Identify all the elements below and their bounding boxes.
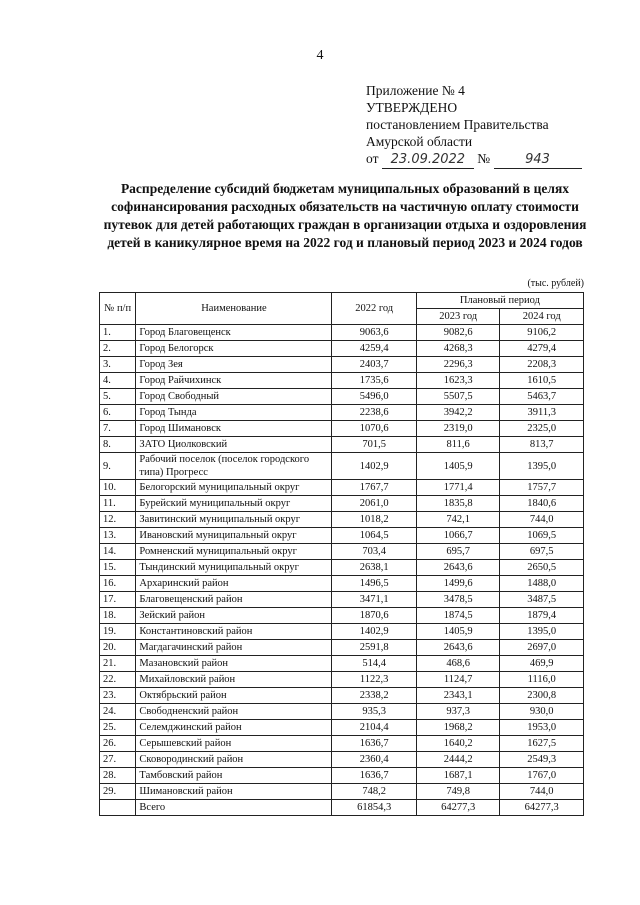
units-label: (тыс. рублей) — [527, 278, 584, 289]
region-name-cell: Город Тында — [136, 405, 332, 421]
page-number: 4 — [316, 48, 324, 63]
value-2024-cell: 1627,5 — [500, 736, 584, 752]
table-row — [100, 624, 584, 640]
row-number-cell: 4. — [100, 373, 136, 389]
value-2024-cell: 5463,7 — [500, 389, 584, 405]
region-name-cell: Завитинский муниципальный округ — [136, 512, 332, 528]
row-number-cell: 3. — [100, 357, 136, 373]
region-name-cell: Благовещенский район — [136, 592, 332, 608]
row-number-cell: 28. — [100, 768, 136, 784]
row-number-cell: 12. — [100, 512, 136, 528]
value-2024-cell: 1953,0 — [500, 720, 584, 736]
value-2024-cell: 2549,3 — [500, 752, 584, 768]
region-name-cell: Белогорский муниципальный округ — [136, 480, 332, 496]
total-row — [100, 800, 584, 816]
value-2024-cell: 744,0 — [500, 512, 584, 528]
region-name-cell: Город Белогорск — [136, 341, 332, 357]
region-name-cell: Город Шимановск — [136, 421, 332, 437]
approval-block — [366, 82, 582, 169]
table-row — [100, 752, 584, 768]
value-2024-cell: 1879,4 — [500, 608, 584, 624]
value-2022-cell: 3471,1 — [332, 592, 416, 608]
table-row — [100, 389, 584, 405]
value-2023-cell: 2296,3 — [416, 357, 500, 373]
value-2023-cell: 9082,6 — [416, 325, 500, 341]
row-number-cell: 20. — [100, 640, 136, 656]
value-2024-cell: 1395,0 — [500, 624, 584, 640]
table-row — [100, 512, 584, 528]
region-name-cell: Ромненский муниципальный округ — [136, 544, 332, 560]
value-2023-cell: 1771,4 — [416, 480, 500, 496]
region-name-cell: Город Благовещенск — [136, 325, 332, 341]
value-2023-cell: 1066,7 — [416, 528, 500, 544]
value-2023-cell: 468,6 — [416, 656, 500, 672]
value-2022-cell: 1402,9 — [332, 624, 416, 640]
row-number-cell: 1. — [100, 325, 136, 341]
value-2023-cell: 1623,3 — [416, 373, 500, 389]
header-name: Наименование — [136, 293, 332, 325]
value-2022-cell: 5496,0 — [332, 389, 416, 405]
region-name-cell: Магдагачинский район — [136, 640, 332, 656]
region-name-cell: Зейский район — [136, 608, 332, 624]
row-number-cell: 23. — [100, 688, 136, 704]
row-number-cell: 7. — [100, 421, 136, 437]
table-row — [100, 640, 584, 656]
table-row — [100, 437, 584, 453]
number-field — [494, 150, 582, 169]
decree-line-2: Амурской области — [366, 134, 473, 149]
value-2023-cell: 1874,5 — [416, 608, 500, 624]
value-2022-cell: 1402,9 — [332, 453, 416, 480]
value-2022-cell: 1636,7 — [332, 736, 416, 752]
subsidies-table — [99, 292, 584, 816]
value-2022-cell: 1636,7 — [332, 768, 416, 784]
value-2022-cell: 61854,3 — [332, 800, 416, 816]
value-2022-cell: 1496,5 — [332, 576, 416, 592]
handwritten-date: 23.09.2022 — [390, 152, 466, 167]
table-row — [100, 736, 584, 752]
table-row — [100, 784, 584, 800]
value-2022-cell: 1122,3 — [332, 672, 416, 688]
value-2024-cell: 3487,5 — [500, 592, 584, 608]
region-name-cell: Серышевский район — [136, 736, 332, 752]
row-number-cell: 5. — [100, 389, 136, 405]
table-row — [100, 373, 584, 389]
row-number-cell: 29. — [100, 784, 136, 800]
approved-label: УТВЕРЖДЕНО — [366, 100, 458, 115]
value-2022-cell: 1735,6 — [332, 373, 416, 389]
value-2024-cell: 4279,4 — [500, 341, 584, 357]
value-2023-cell: 5507,5 — [416, 389, 500, 405]
value-2022-cell: 2061,0 — [332, 496, 416, 512]
table-row — [100, 357, 584, 373]
value-2022-cell: 703,4 — [332, 544, 416, 560]
row-number-cell: 17. — [100, 592, 136, 608]
table-row — [100, 496, 584, 512]
handwritten-number: 943 — [525, 152, 550, 167]
region-name-cell: Михайловский район — [136, 672, 332, 688]
table-row — [100, 341, 584, 357]
table-row — [100, 453, 584, 480]
value-2024-cell: 1488,0 — [500, 576, 584, 592]
value-2022-cell: 2104,4 — [332, 720, 416, 736]
row-number-cell: 18. — [100, 608, 136, 624]
header-2023: 2023 год — [416, 309, 500, 325]
row-number-cell: 27. — [100, 752, 136, 768]
table-row — [100, 421, 584, 437]
region-name-cell: Всего — [136, 800, 332, 816]
value-2024-cell: 1757,7 — [500, 480, 584, 496]
value-2022-cell: 2591,8 — [332, 640, 416, 656]
value-2023-cell: 811,6 — [416, 437, 500, 453]
from-label: от — [366, 151, 379, 166]
value-2024-cell: 9106,2 — [500, 325, 584, 341]
row-number-cell: 24. — [100, 704, 136, 720]
value-2024-cell: 64277,3 — [500, 800, 584, 816]
table-row — [100, 592, 584, 608]
table-row — [100, 720, 584, 736]
row-number-cell: 8. — [100, 437, 136, 453]
value-2024-cell: 469,9 — [500, 656, 584, 672]
row-number-cell — [100, 800, 136, 816]
value-2023-cell: 937,3 — [416, 704, 500, 720]
row-number-cell: 25. — [100, 720, 136, 736]
document-title: Распределение субсидий бюджетам муниципальных образований в целях софинансирования расходных обязательств на частичную оплату стоимости путевок для детей работающих граждан в организации отдыха и оздоровления детей в каникулярное время на 2022 год и плановый период 2023 и 2024 годов — [103, 181, 587, 250]
value-2023-cell: 2643,6 — [416, 640, 500, 656]
appendix-label: Приложение № 4 — [366, 83, 465, 98]
value-2024-cell: 1610,5 — [500, 373, 584, 389]
value-2024-cell: 3911,3 — [500, 405, 584, 421]
value-2022-cell: 2403,7 — [332, 357, 416, 373]
value-2023-cell: 1405,9 — [416, 624, 500, 640]
value-2023-cell: 2643,6 — [416, 560, 500, 576]
row-number-cell: 19. — [100, 624, 136, 640]
value-2023-cell: 749,8 — [416, 784, 500, 800]
row-number-cell: 10. — [100, 480, 136, 496]
region-name-cell: Мазановский район — [136, 656, 332, 672]
row-number-cell: 15. — [100, 560, 136, 576]
table-row — [100, 688, 584, 704]
row-number-cell: 2. — [100, 341, 136, 357]
value-2022-cell: 1767,7 — [332, 480, 416, 496]
value-2022-cell: 4259,4 — [332, 341, 416, 357]
value-2022-cell: 1064,5 — [332, 528, 416, 544]
region-name-cell: Рабочий поселок (поселок городского типа) Прогресс — [136, 453, 332, 480]
table-row — [100, 560, 584, 576]
value-2023-cell: 742,1 — [416, 512, 500, 528]
table-row — [100, 672, 584, 688]
value-2023-cell: 695,7 — [416, 544, 500, 560]
value-2024-cell: 1069,5 — [500, 528, 584, 544]
value-2024-cell: 2325,0 — [500, 421, 584, 437]
value-2024-cell: 1116,0 — [500, 672, 584, 688]
value-2022-cell: 748,2 — [332, 784, 416, 800]
row-number-cell: 11. — [100, 496, 136, 512]
region-name-cell: Архаринский район — [136, 576, 332, 592]
value-2024-cell: 2697,0 — [500, 640, 584, 656]
value-2022-cell: 2638,1 — [332, 560, 416, 576]
table-row — [100, 325, 584, 341]
value-2023-cell: 3942,2 — [416, 405, 500, 421]
number-label: № — [477, 151, 491, 166]
table-row — [100, 544, 584, 560]
header-num: № п/п — [100, 293, 136, 325]
value-2022-cell: 701,5 — [332, 437, 416, 453]
decree-line-1: постановлением Правительства — [366, 117, 549, 132]
row-number-cell: 22. — [100, 672, 136, 688]
table-row — [100, 704, 584, 720]
value-2024-cell: 2300,8 — [500, 688, 584, 704]
region-name-cell: Октябрьский район — [136, 688, 332, 704]
value-2024-cell: 1395,0 — [500, 453, 584, 480]
value-2023-cell: 1835,8 — [416, 496, 500, 512]
table-row — [100, 576, 584, 592]
value-2022-cell: 935,3 — [332, 704, 416, 720]
value-2023-cell: 1405,9 — [416, 453, 500, 480]
value-2023-cell: 1499,6 — [416, 576, 500, 592]
table-row — [100, 480, 584, 496]
region-name-cell: Ивановский муниципальный округ — [136, 528, 332, 544]
row-number-cell: 26. — [100, 736, 136, 752]
row-number-cell: 16. — [100, 576, 136, 592]
value-2023-cell: 1124,7 — [416, 672, 500, 688]
table-row — [100, 656, 584, 672]
value-2022-cell: 514,4 — [332, 656, 416, 672]
table-row — [100, 768, 584, 784]
value-2024-cell: 813,7 — [500, 437, 584, 453]
value-2023-cell: 3478,5 — [416, 592, 500, 608]
value-2024-cell: 2650,5 — [500, 560, 584, 576]
header-planned-period: Плановый период — [416, 293, 583, 309]
region-name-cell: Тындинский муниципальный округ — [136, 560, 332, 576]
table-body — [100, 325, 584, 816]
value-2023-cell: 1968,2 — [416, 720, 500, 736]
value-2023-cell: 1640,2 — [416, 736, 500, 752]
date-field — [382, 150, 474, 169]
value-2023-cell: 2319,0 — [416, 421, 500, 437]
row-number-cell: 6. — [100, 405, 136, 421]
value-2022-cell: 1870,6 — [332, 608, 416, 624]
value-2024-cell: 930,0 — [500, 704, 584, 720]
value-2024-cell: 1840,6 — [500, 496, 584, 512]
region-name-cell: Шимановский район — [136, 784, 332, 800]
header-2024: 2024 год — [500, 309, 584, 325]
value-2022-cell: 1018,2 — [332, 512, 416, 528]
value-2022-cell: 2360,4 — [332, 752, 416, 768]
value-2024-cell: 1767,0 — [500, 768, 584, 784]
value-2024-cell: 697,5 — [500, 544, 584, 560]
table-row — [100, 608, 584, 624]
value-2023-cell: 64277,3 — [416, 800, 500, 816]
value-2022-cell: 9063,6 — [332, 325, 416, 341]
region-name-cell: Константиновский район — [136, 624, 332, 640]
row-number-cell: 13. — [100, 528, 136, 544]
table-row — [100, 405, 584, 421]
region-name-cell: Селемджинский район — [136, 720, 332, 736]
value-2023-cell: 2343,1 — [416, 688, 500, 704]
decree-date-line — [366, 150, 582, 169]
value-2022-cell: 2338,2 — [332, 688, 416, 704]
region-name-cell: Город Свободный — [136, 389, 332, 405]
header-2022: 2022 год — [332, 293, 416, 325]
value-2024-cell: 744,0 — [500, 784, 584, 800]
row-number-cell: 21. — [100, 656, 136, 672]
table-row — [100, 528, 584, 544]
region-name-cell: Город Зея — [136, 357, 332, 373]
row-number-cell: 9. — [100, 453, 136, 480]
region-name-cell: ЗАТО Циолковский — [136, 437, 332, 453]
value-2023-cell: 4268,3 — [416, 341, 500, 357]
value-2023-cell: 1687,1 — [416, 768, 500, 784]
value-2022-cell: 1070,6 — [332, 421, 416, 437]
region-name-cell: Сковородинский район — [136, 752, 332, 768]
region-name-cell: Бурейский муниципальный округ — [136, 496, 332, 512]
row-number-cell: 14. — [100, 544, 136, 560]
region-name-cell: Тамбовский район — [136, 768, 332, 784]
value-2024-cell: 2208,3 — [500, 357, 584, 373]
region-name-cell: Свободненский район — [136, 704, 332, 720]
value-2023-cell: 2444,2 — [416, 752, 500, 768]
value-2022-cell: 2238,6 — [332, 405, 416, 421]
region-name-cell: Город Райчихинск — [136, 373, 332, 389]
